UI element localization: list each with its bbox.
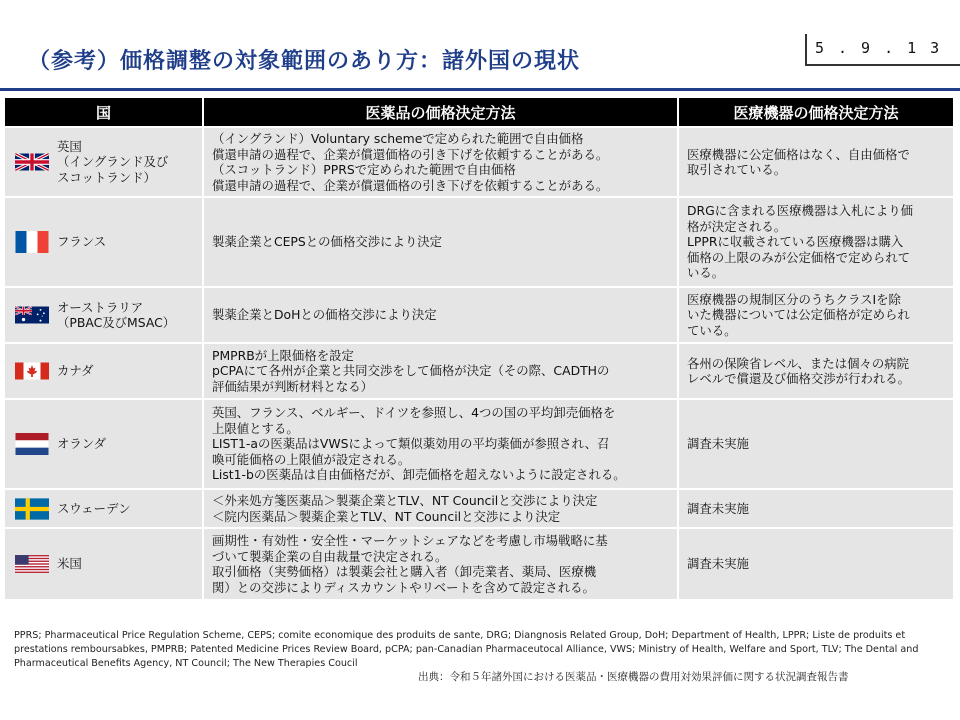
country-cell [5,198,204,286]
france-flag-icon [15,231,49,253]
drug-pricing-cell: 製薬企業とDoHとの価格交渉により決定 [204,288,679,342]
device-pricing-cell: 調査未実施 [679,490,953,527]
table-row [5,529,953,599]
table-row [5,400,953,488]
canada-flag-icon [15,360,49,382]
device-pricing-cell: 各州の保険省レベル、または個々の病院 レベルで償還及び価格交渉が行われる。 [679,344,953,398]
country-name: オランダ [57,436,107,452]
country-cell [5,288,204,342]
country-name: オーストラリア （PBAC及びMSAC） [57,299,176,330]
country-cell [5,344,204,398]
us-flag-icon [15,553,49,575]
device-pricing-cell: 調査未実施 [679,529,953,599]
header-drug-pricing: 医薬品の価格決定方法 [204,98,679,126]
table-row [5,344,953,398]
country-cell [5,400,204,488]
comparison-table [5,96,953,601]
drug-pricing-cell: （イングランド）Voluntary schemeで定められた範囲で自由価格 償還申請の過程で、企業が償還価格の引き下げを依頼することがある。 （スコットランド）PPRSで定められた範囲で自由価格 償還申請の過程で、企業が償還価格の引き下げを依頼することがある。 [204,128,679,196]
device-pricing-cell: 医療機器の規制区分のうちクラスIを除 いた機器については公定価格が定められ ている。 [679,288,953,342]
country-cell [5,529,204,599]
page-title: （参考）価格調整の対象範囲のあり方：諸外国の現状 [28,49,581,74]
sweden-flag-icon [15,498,49,520]
drug-pricing-cell: 画期性・有効性・安全性・マーケットシェアなどを考慮し市場戦略に基 づいて製薬企業の自由裁量で決定される。 取引価格（実勢価格）は製薬会社と購入者（卸売業者、薬局、医療機 関）との交渉によりディスカウントやリベートを含めて設定される。 [204,529,679,599]
australia-flag-icon [15,304,49,326]
country-cell [5,128,204,196]
device-pricing-cell: 医療機器に公定価格はなく、自由価格で 取引されている。 [679,128,953,196]
country-name: フランス [57,234,107,250]
country-name: スウェーデン [57,500,131,516]
uk-flag-icon [15,151,49,173]
table-row [5,128,953,196]
country-name: 米国 [57,556,82,572]
table-row [5,490,953,527]
country-name: 英国 （イングランド及び スコットランド） [57,138,169,185]
device-pricing-cell: DRGに含まれる医療機器は入札により価 格が決定される。 LPPRに収載されている医療機器は購入 価格の上限のみが公定価格で定められて いる。 [679,198,953,286]
drug-pricing-cell: 製薬企業とCEPSとの価格交渉により決定 [204,198,679,286]
device-pricing-cell: 調査未実施 [679,400,953,488]
drug-pricing-cell: PMPRBが上限価格を設定 pCPAにて各州が企業と共同交渉をして価格が決定（その際、CADTHの 評価結果が判断材料となる） [204,344,679,398]
title-divider [0,88,960,91]
source-citation: 出典：令和５年諸外国における医薬品・医療機器の費用対効果評価に関する状況調査報告書 [418,671,849,683]
table-row [5,288,953,342]
country-name: カナダ [57,363,94,379]
table-header-row [5,98,953,126]
header-country: 国 [5,98,204,126]
header-device-pricing: 医療機器の価格決定方法 [679,98,953,126]
country-cell [5,490,204,527]
drug-pricing-cell: ＜外来処方箋医薬品＞製薬企業とTLV、NT Councilと交渉により決定 ＜院内医薬品＞製薬企業とTLV、NT Councilと交渉により決定 [204,490,679,527]
abbreviations-footnote: PPRS; Pharmaceutical Price Regulation Scheme, CEPS; comite economique des produits de sante, DRG; Diangnosis Related Group, DoH; Department of Health, LPPR; Liste de produits et prestations remboursabkes, PMPRB; Patented Medicine Prices Review Board, pCPA; pan-Canadian Pharmaceutocal Alliance, VWS; Ministry of Health, Welfare and Sport, TLV; The Dental and Pharmaceutical Benefits Agency, NT Council; The New Therapies Coucil [14,630,919,669]
page-date: 5.9.13 [805,34,960,66]
table-row [5,198,953,286]
netherlands-flag-icon [15,433,49,455]
drug-pricing-cell: 英国、フランス、ベルギー、ドイツを参照し、4つの国の平均卸売価格を 上限値とする。 LIST1-aの医薬品はVWSによって類似薬効用の平均薬価が参照され、召 喚可能価格の上限値が設定される。 List1-bの医薬品は自由価格だが、卸売価格を超えないように設定される。 [204,400,679,488]
